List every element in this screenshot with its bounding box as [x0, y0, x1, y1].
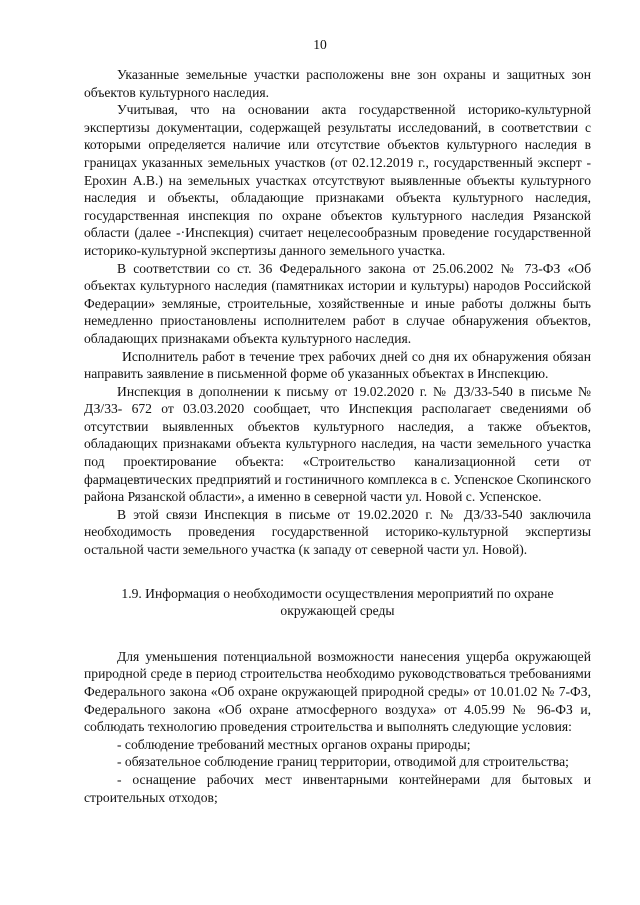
section-heading: 1.9. Информация о необходимости осуществления мероприятий по охране окружающей среды: [121, 585, 554, 619]
paragraph-conclusion: В этой связи Инспекция в письме от 19.02.2020 г. № ДЗ/33-540 заключила необходимость проведения государственной историко-культурной экспертизы остальной части земельного участка (к западу от северной части ул. Новой).: [84, 506, 591, 558]
paragraph-zones: Указанные земельные участки расположены вне зон охраны и защитных зон объектов культурного наследия.: [84, 67, 591, 100]
document-body: [84, 66, 591, 806]
paragraph-inspection-letter: Инспекция в дополнении к письму от 19.02.2020 г. № ДЗ/33-540 в письме № ДЗ/33- 672 от 03.03.2020 сообщает, что Инспекция располагает сведениями об отсутствии выявленных объектов культурного наследия, а также объектов, обладающих признаками объекта культурного наследия, на части земельного участка под проектирование объекта: «Строительство канализационной сети от фармацевтических предприятий и гостиничного комплекса в с. Успенское Скопинского района Рязанской области», а именно в северной части ул. Новой с. Успенское.: [84, 383, 591, 505]
condition-item: - обязательное соблюдение границ территории, отводимой для строительства;: [117, 754, 569, 770]
paragraph-environment: Для уменьшения потенциальной возможности нанесения ущерба окружающей природной среде в период строительства необходимо руководствоваться требованиями Федерального закона «Об охране окружающей природной среды» от 10.01.02 № 7-ФЗ, Федерального закона «Об охране атмосферного воздуха» от 4.05.99 № 96-ФЗ и, соблюдать технологию проведения строительства и выполнять следующие условия:: [84, 648, 591, 735]
condition-item: - оснащение рабочих мест инвентарными контейнерами для бытовых и строительных отходов;: [84, 771, 591, 805]
page-number: 10: [313, 37, 327, 52]
paragraph-law-73fz: В соответствии со ст. 36 Федерального закона от 25.06.2002 № 73-ФЗ «Об объектах культурного наследия (памятниках истории и культуры) народов Российской Федерации» земляные, строительные, хозяйственные и иные работы должны быть немедленно приостановлены исполнителем работ в случае обнаружения объектов, обладающих признаками объекта культурного наследия.: [84, 260, 591, 346]
paragraph-contractor-duty: Исполнитель работ в течение трех рабочих дней со дня их обнаружения обязан направить заявление в письменной форме об указанных объектах в Инспекцию.: [84, 348, 591, 382]
condition-item: - соблюдение требований местных органов охраны природы;: [117, 736, 471, 752]
paragraph-expertise: Учитывая, что на основании акта государственной историко-культурной экспертизы документации, содержащей результаты исследований, в соответствии с которыми определяется наличие или отсутствие объектов культурного наследия в границах указанных земельных участков (от 02.12.2019 г., государственный эксперт - Ерохин А.В.) на земельных участках отсутствуют выявленные объекты культурного наследия и объекты, обладающие признаками объекта культурного наследия, государственная инспекция по охране объектов культурного наследия Рязанской области (далее -·Инспекция) считает нецелесообразным проведение государственной историко-культурной экспертизы данного земельного участка.: [84, 102, 591, 258]
